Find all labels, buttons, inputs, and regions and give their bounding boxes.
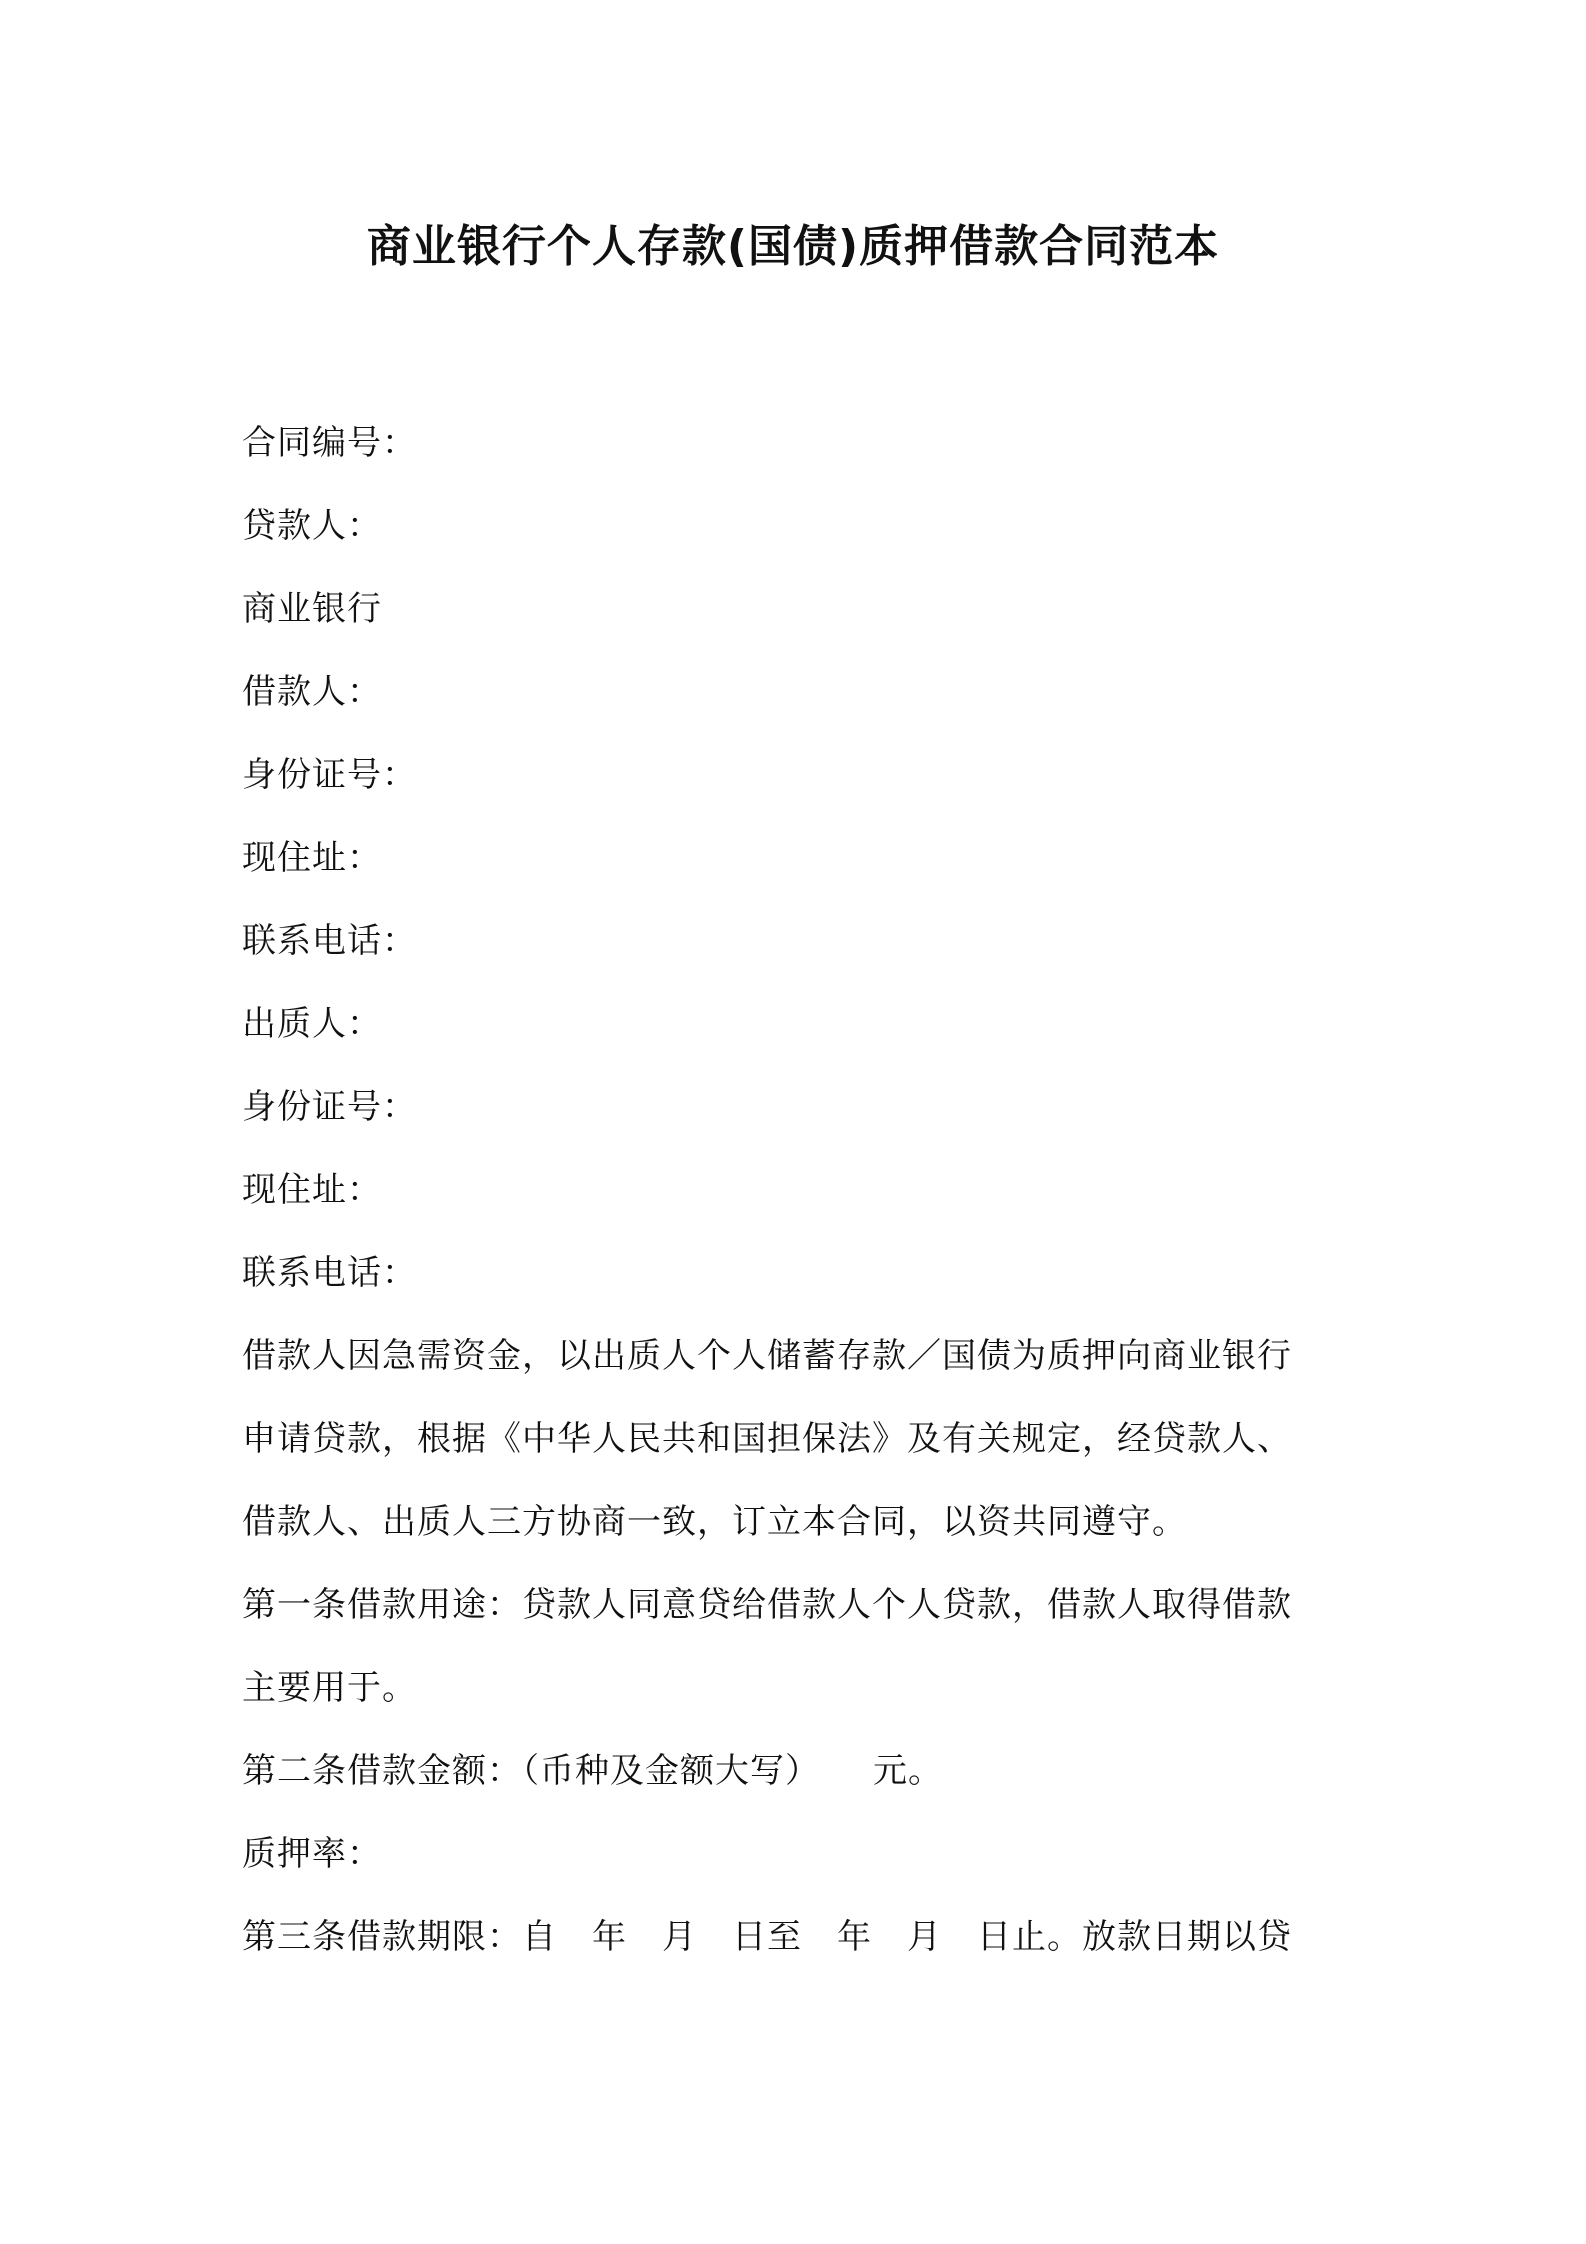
preamble-line: 借款人、出质人三方协商一致，订立本合同，以资共同遵守。 — [242, 1502, 1187, 1542]
field-contract-number: 合同编号： — [242, 423, 417, 463]
field-borrower-phone: 联系电话： — [242, 921, 417, 961]
field-borrower: 借款人： — [242, 672, 382, 712]
field-borrower-address: 现住址： — [242, 838, 382, 878]
article-1-line: 第一条借款用途：贷款人同意贷给借款人个人贷款，借款人取得借款 — [242, 1585, 1292, 1625]
document-body — [242, 402, 1360, 1979]
article-1-line: 主要用于。 — [242, 1668, 417, 1708]
field-lender: 贷款人： — [242, 506, 382, 546]
field-borrower-id-number: 身份证号： — [242, 755, 417, 795]
pledge-rate: 质押率： — [242, 1834, 382, 1874]
preamble-line: 申请贷款，根据《中华人民共和国担保法》及有关规定，经贷款人、 — [242, 1419, 1292, 1459]
article-3-loan-term: 第三条借款期限：自 年 月 日至 年 月 日止。放款日期以贷 — [242, 1917, 1292, 1957]
field-lender-bank: 商业银行 — [242, 589, 382, 629]
article-2-loan-amount: 第二条借款金额：（币种及金额大写） 元。 — [242, 1751, 943, 1791]
field-pledgor: 出质人： — [242, 1004, 382, 1044]
field-pledgor-id-number: 身份证号： — [242, 1087, 417, 1127]
field-pledgor-address: 现住址： — [242, 1170, 382, 1210]
field-pledgor-phone: 联系电话： — [242, 1253, 417, 1293]
document-title: 商业银行个人存款(国债)质押借款合同范本 — [366, 221, 1220, 272]
preamble-line: 借款人因急需资金，以出质人个人储蓄存款／国债为质押向商业银行 — [242, 1336, 1292, 1376]
